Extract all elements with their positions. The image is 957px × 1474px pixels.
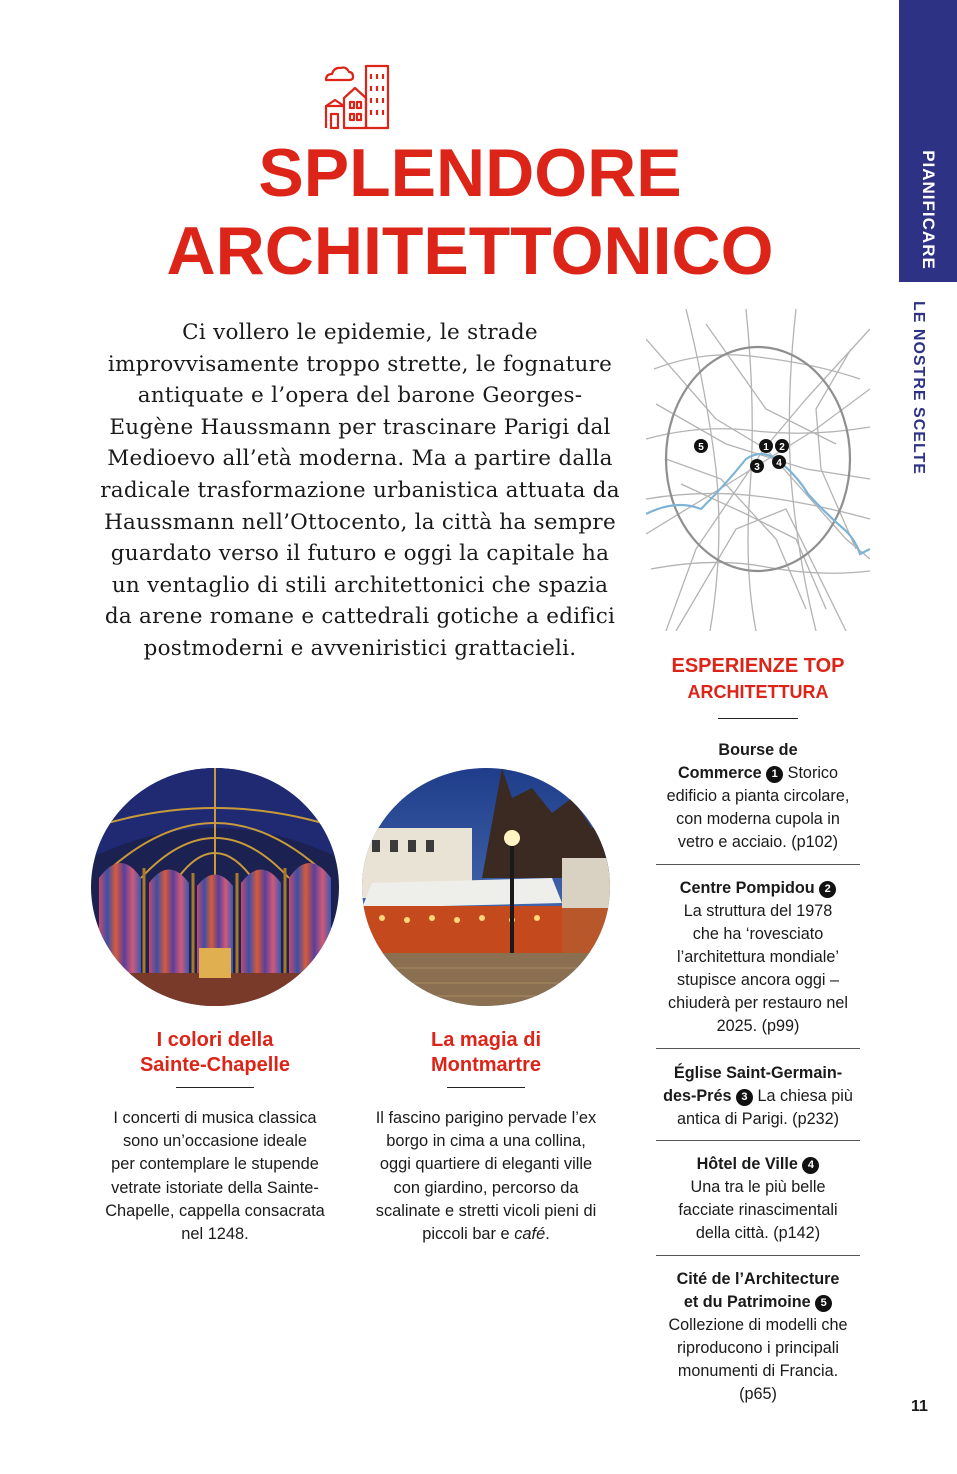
experience-divider	[656, 1048, 860, 1049]
experience-item-bourse: Bourse de Commerce 1 Storico edificio a pianta circolare, con moderna cupola in vetro e acciaio. (p102)	[666, 741, 850, 851]
map-marker-5: 5	[698, 442, 704, 453]
feature-divider	[176, 1087, 254, 1088]
number-badge: 3	[736, 1089, 753, 1106]
intro-paragraph: Ci vollero le epidemie, le strade improvvisamente troppo strette, le fognature antiquate e l’opera del barone Georges- Eugène Haussmann per trascinare Parigi dal Medioevo all’età moderna. Ma a partire dalla radicale trasformazione urbanistica attuata da Haussmann nell’Ottocento, la città ha sempre guardato verso il futuro e oggi la capitale ha un ventaglio di stili architettonici che spazia da arene romane e cattedrali gotiche a edifici postmoderni e avveniristici grattacieli.	[100, 320, 620, 661]
experiences-heading: ESPERIENZE TOP	[671, 655, 845, 677]
section-label: LE NOSTRE SCELTE	[910, 301, 927, 475]
montmartre-photo	[362, 768, 610, 1006]
map-marker-3: 3	[754, 462, 760, 473]
feature-title-montmartre: La magia di Montmartre	[430, 1029, 542, 1076]
page-number: 11	[911, 1398, 928, 1415]
experience-item-cite-architecture: Cité de l’Architecture et du Patrimoine 5 Collezione di modelli che riproducono i principali monumenti di Francia. (p65)	[668, 1270, 848, 1403]
experience-item-hotel-de-ville: Hôtel de Ville 4 Una tra le più belle facciate rinascimentali della città. (p142)	[678, 1155, 838, 1242]
experiences-subheading: ARCHITETTURA	[687, 682, 829, 702]
experience-divider	[656, 1255, 860, 1256]
chapter-tab-label: PIANIFICARE	[919, 150, 938, 270]
feature-divider	[447, 1087, 525, 1088]
number-badge: 4	[802, 1157, 819, 1174]
number-badge: 1	[766, 766, 783, 783]
experience-item-pompidou: Centre Pompidou 2 La struttura del 1978 che ha ‘rovesciato l’architettura mondiale’ stupisce ancora oggi – chiuderà per restauro nel 2025. (p99)	[668, 879, 848, 1035]
city-buildings-icon	[322, 62, 392, 132]
paris-map	[646, 309, 870, 631]
page-title-line1: SPLENDORE	[258, 135, 682, 211]
map-marker-4: 4	[776, 458, 782, 469]
feature-text-montmartre: Il fascino parigino pervade l’ex borgo in cima a una collina, oggi quartiere di eleganti ville con giardino, percorso da scalinate e stretti vicoli pieni di piccoli bar e café.	[375, 1109, 597, 1244]
number-badge: 5	[815, 1295, 832, 1312]
feature-text-sainte-chapelle: I concerti di musica classica sono un’occasione ideale per contemplare le stupende vetrate istoriate della Sainte- Chapelle, cappella consacrata nel 1248.	[105, 1109, 325, 1244]
sainte-chapelle-photo	[91, 768, 339, 1006]
page-title-line2: ARCHITETTONICO	[166, 213, 774, 289]
experience-item-saint-germain: Église Saint-Germain- des-Prés 3 La chiesa più antica di Parigi. (p232)	[663, 1064, 853, 1128]
experience-divider	[656, 1140, 860, 1141]
experience-divider	[656, 864, 860, 865]
experiences-heading-rule	[718, 718, 798, 719]
map-marker-2: 2	[779, 442, 785, 453]
map-marker-1: 1	[763, 442, 769, 453]
number-badge: 2	[819, 881, 836, 898]
chapter-tab	[899, 0, 957, 282]
feature-title-sainte-chapelle: I colori della Sainte-Chapelle	[139, 1029, 291, 1076]
